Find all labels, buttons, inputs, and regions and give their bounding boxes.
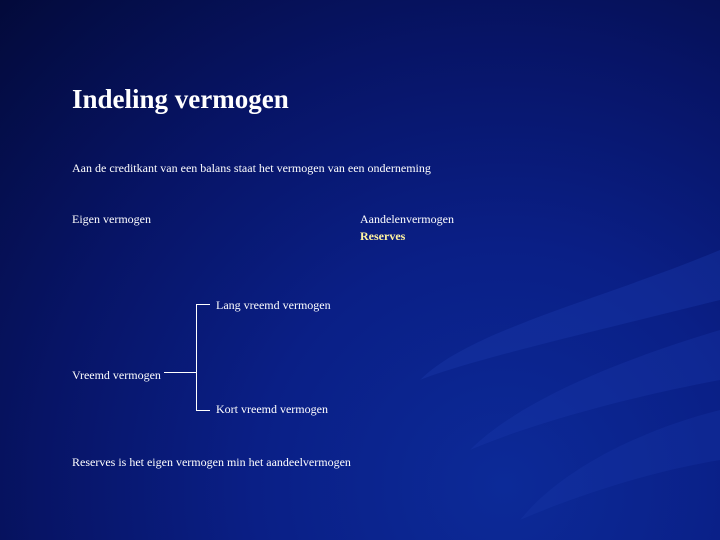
tree-branch-top — [196, 304, 210, 305]
tree-branch-bottom — [196, 410, 210, 411]
reserves-label: Reserves — [360, 229, 406, 243]
conclusion-text: Reserves is het eigen vermogen min het aandeelvermogen — [72, 455, 351, 469]
lang-vreemd-vermogen-label: Lang vreemd vermogen — [216, 298, 331, 312]
intro-text: Aan de creditkant van een balans staat het vermogen van een onderneming — [72, 161, 431, 175]
tree-stem — [164, 372, 196, 373]
tree-vertical — [196, 304, 197, 410]
vreemd-vermogen-label: Vreemd vermogen — [72, 368, 161, 382]
kort-vreemd-vermogen-label: Kort vreemd vermogen — [216, 402, 328, 416]
aandelenvermogen-label: Aandelenvermogen — [360, 212, 454, 226]
slide-title: Indeling vermogen — [72, 84, 289, 114]
eigen-vermogen-label: Eigen vermogen — [72, 212, 151, 226]
